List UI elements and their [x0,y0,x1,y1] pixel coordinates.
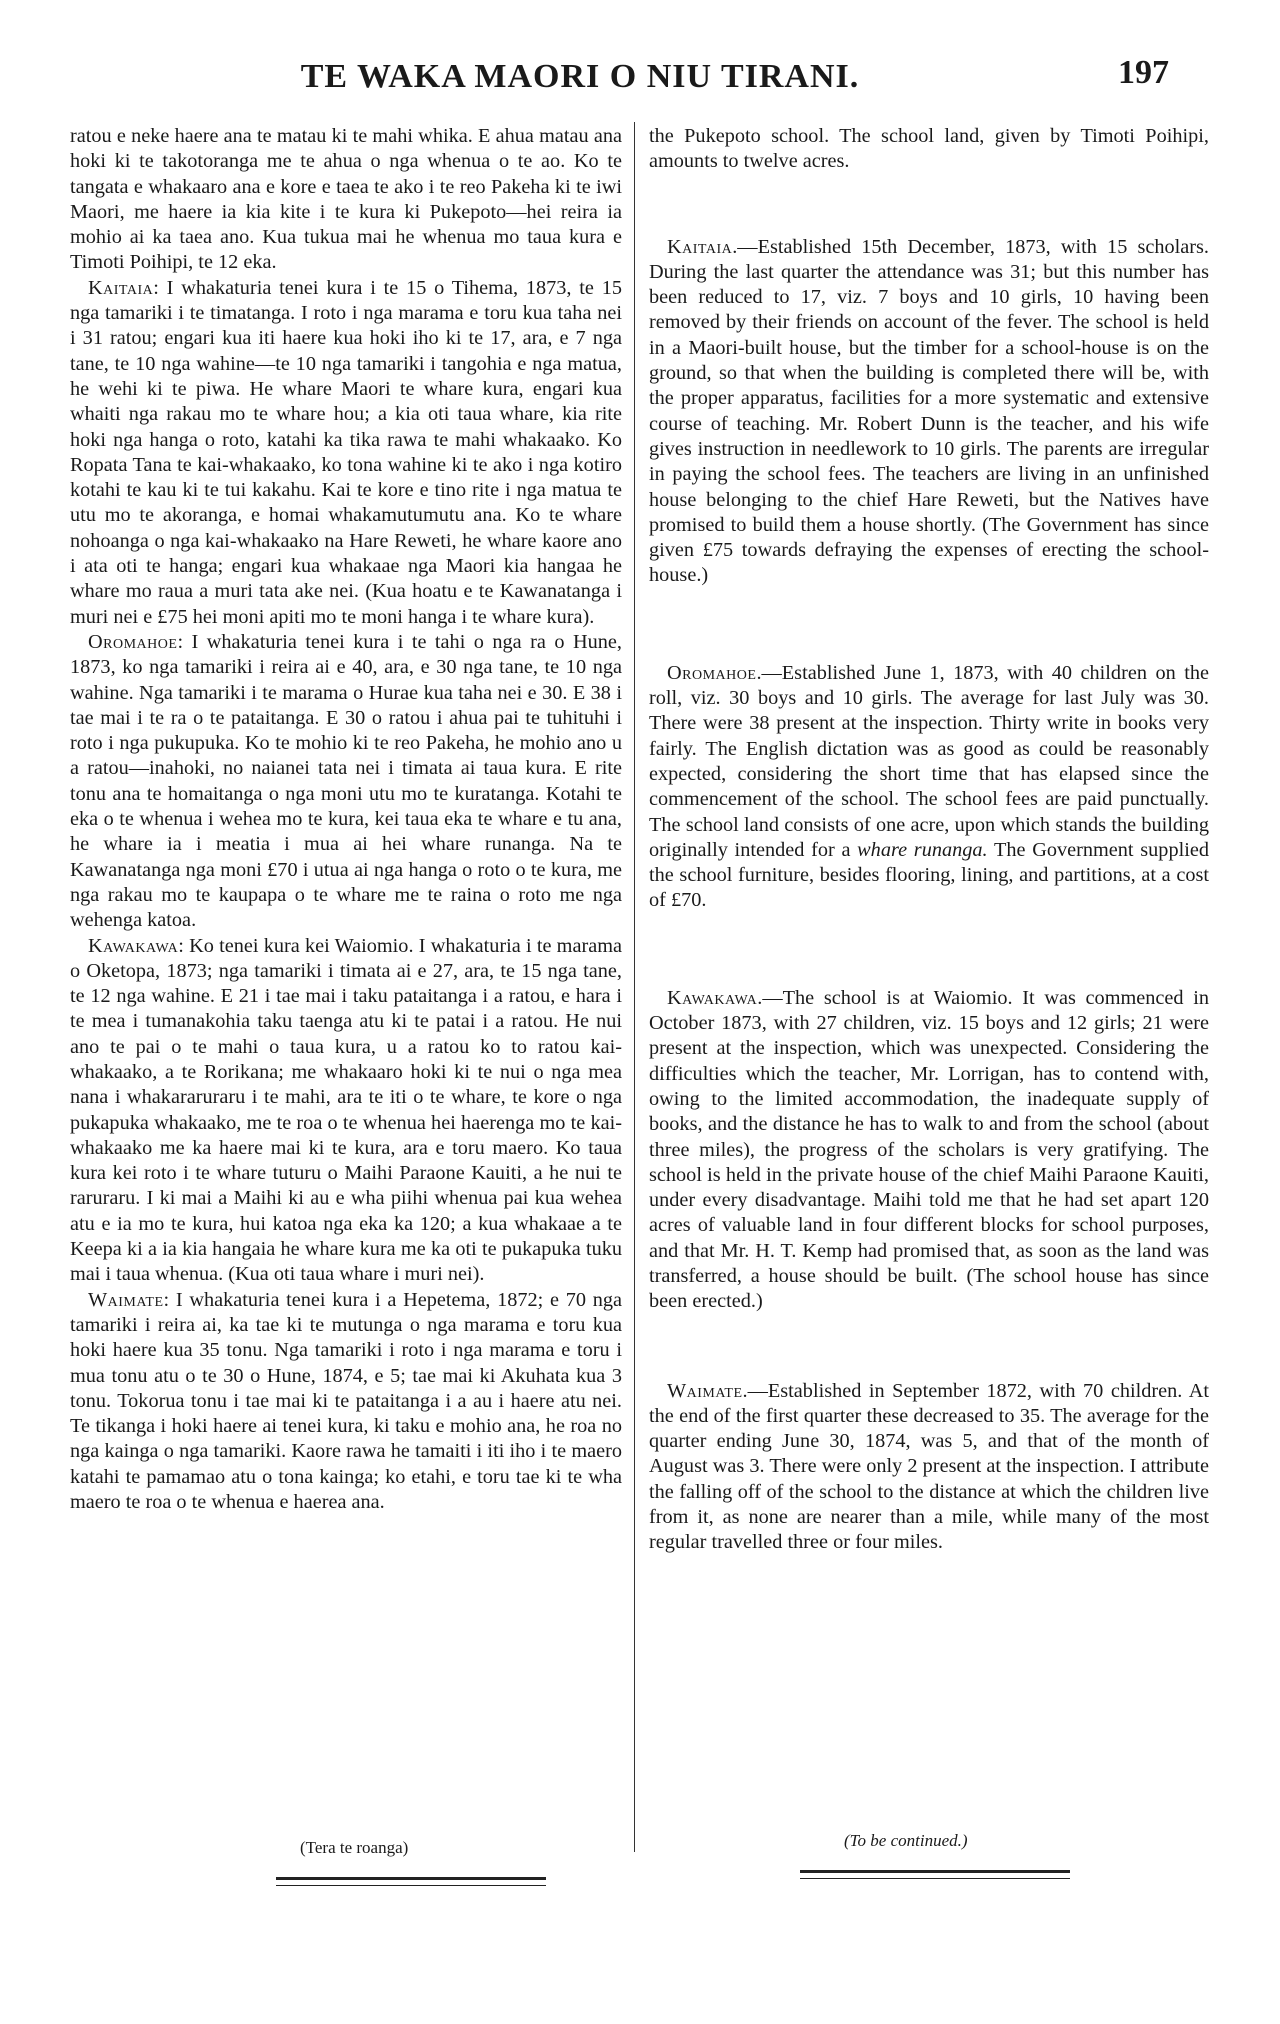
english-kaitaia-paragraph [649,235,1209,589]
english-oromahoe-heading: Oromahoe [667,661,757,684]
english-oromahoe-text-b: The Government supplied the school furniture, besides flooring, lining, and partitions, at a cost of £70. [649,838,1210,912]
page-number: 197 [1118,54,1169,91]
maori-continued-note: (Tera te roanga) [300,1838,409,1857]
footer-rule-left-thin [276,1885,546,1886]
maori-waimate-paragraph [70,1288,622,1516]
maori-intro-paragraph: ratou e neke haere ana te matau ki te mahi whika. E ahua matau ana hoki ki te takotoranga me te ahua o nga whenua o te ao. Ko te tangata e whakaaro ana e kore e taea te ako i te reo Pakeha ki te iwi Maori, me haere ia kia kite i te kura ki Pukepoto—hei reira ia mohio ai ka taea ano. Kua tukua mai he whenua mo taua kura e Timoti Poihipi, te 12 eka. [70,125,622,274]
footer-rule-left [276,1877,546,1880]
english-intro-paragraph: the Pukepoto school. The school land, given by Timoti Poihipi, amounts to twelve acres. [649,125,1209,173]
column-divider [634,122,635,1852]
maori-kaitaia-text: : I whakaturia tenei kura i te 15 o Tihema, 1873, te 15 nga tamariki i te timatanga. I roto i nga marama e toru kua taha nei i 31 ratou; engari kua iti haere kua hoki iho ki te 17, ara, e 7 nga tane, te 10 nga wahine—te 10 nga tamariki i tangohia e nga matua, he wehi ki te piwa. He whare Maori te whare kura, engari kua whaiti nga rakau mo te whare hou; a kia oti taua whare, kia rite hoki nga hanga o roto, katahi ka tika rawa te mahi whakaako. Ko Ropata Tana te kai-whakaako, ko tona wahine ki te ako i nga kotiro kotahi te kau ki te tui kakahu. Kai te kore e tino rite i nga matua te utu mo te akoranga, e homai whakamutumutu ana. Ko te whare nohoanga o nga kai-whakaako na Hare Reweti, he whare kaore ano i ata oti te hanga; engari kua whakaae nga Maori kia hangaa he whare mo raua a muri tata ake nei. (Kua hoatu e te Kawanatanga i muri nei e £75 hei moni apiti mo te moni hanga i te whare kura). [70,276,622,628]
section-gap [649,175,1209,235]
english-waimate-heading: Waimate [667,1379,743,1402]
maori-kaitaia-paragraph [70,276,622,630]
english-column [649,124,1209,1556]
english-continued-note: (To be continued.) [844,1831,968,1850]
english-waimate-paragraph [649,1379,1209,1556]
english-oromahoe-paragraph [649,661,1209,914]
english-kawakawa-text: .—The school is at Waiomio. It was commenced in October 1873, with 27 children, viz. 15 boys and 12 girls; 21 were present at the inspection, which was unexpected. Considering the difficulties which the teacher, Mr. Lorrigan, has to contend with, owing to the limited accommodation, the inadequate supply of books, and the distance he has to walk to and from the school (about three miles), the progress of the scholars is very gratifying. The school is held in the private house of the chief Maihi Paraone Kauiti, under every disadvantage. Maihi told me that he had set apart 120 acres of valuable land in four different blocks for school purposes, and that Mr. H. T. Kemp had promised that, as soon as the land was transferred, a house should be built. (The school house has since been erected.) [649,986,1209,1313]
english-oromahoe-italic: whare runanga. [857,838,988,861]
english-kaitaia-text: .—Established 15th December, 1873, with 15 scholars. During the last quarter the attendance was 31; but this number has been reduced to 17, viz. 7 boys and 10 girls, 10 having been removed by their friends on account of the fever. The school is held in a Maori-built house, but the timber for a school-house is on the ground, so that when the building is completed there will be, with the proper apparatus, facilities for a more systematic and extensive course of teaching. Mr. Robert Dunn is the teacher, and his wife gives instruction in needlework to 10 girls. The parents are irregular in paying the school fees. The teachers are living in an unfinished house belonging to the chief Hare Reweti, but the Natives have promised to build them a house shortly. (The Government has since given £75 towards defraying the expenses of erecting the school-house.) [649,235,1209,587]
page-title: TE WAKA MAORI O NIU TIRANI. [300,58,860,95]
footer-rule-right-thin [800,1878,1070,1879]
english-waimate-text: .—Established in September 1872, with 70 children. At the end of the first quarter these decreased to 35. The average for the quarter ending June 30, 1874, was 5, and that of the month of August was 3. There were only 2 present at the inspection. I attribute the falling off of the school to the distance at which the children live from it, as none are nearer than a mile, while many of the most regular travelled three or four miles. [649,1379,1209,1554]
maori-kawakawa-text: : Ko tenei kura kei Waiomio. I whakaturia i te marama o Oketopa, 1873; nga tamariki i timata ai e 27, ara, te 15 nga tane, te 12 nga wahine. E 21 i tae mai i taku pataitanga i a ratou, e hara i te mea i tumanakohia taku taenga atu ki te patai i a ratou. He nui ano te pai o te mahi o taua kura, u a ratou ko to ratou kai-whakaako, a te Rorikana; me whakaaro hoki ki te nui o nga mea nana i whakararuraru i te mahi, ara te iti o te whare, te kore o nga pukapuka whakaako, me te roa o te whenua hei haerenga mo te kai-whakaako me ka haere mai ki te kura, ara e toru maero. Ko taua kura kei roto i te whare tuturu o Maihi Paraone Kauiti, a he nui te raruraru. I ki mai a Maihi ki au e wha piihi whenua pai kua wehea atu e ia mo te kura, hui katoa nga eka ka 120; a kua whakaae a te Keepa ki a ia kia hangaia he whare kura me ka oti te pukapuka tuku mai i taua whenua. (Kua oti taua whare i muri nei). [70,934,622,1286]
page-header [0,54,1280,108]
section-gap [649,589,1209,661]
section-gap [649,914,1209,986]
english-oromahoe-text-a: .—Established June 1, 1873, with 40 children on the roll, viz. 30 boys and 10 girls. The average for last July was 30. There were 38 present at the inspection. Thirty write in books very fairly. The English dictation was as good as could be reasonably expected, considering the short time that has elapsed since the commencement of the school. The school fees are paid punctually. The school land consists of one acre, upon which stands the building originally intended for a [649,661,1209,861]
maori-kawakawa-heading: Kawakawa [88,934,179,957]
maori-kawakawa-paragraph [70,934,622,1288]
english-kaitaia-heading: Kaitaia [667,235,733,258]
maori-waimate-text: : I whakaturia tenei kura i a Hepetema, 1872; e 70 nga tamariki i reira ai, ka tae ki te mutunga o nga marama e toru kua hoki haere kua 35 tonu. Nga tamariki i roto i nga marama e toru i mua tonu atu o te 30 o Hune, 1874, e 5; tae mai ki Akuhata kua 3 tonu. Tokorua tonu i tae mai ki te pataitanga i a au i haere atu nei. Te tikanga i hoki haere ai tenei kura, ki taku e mohio ana, he roa no nga kainga o nga tamariki. Kaore rawa he tamaiti i iti iho i te maero katahi te pamamao atu o tona kainga; ko etahi, e toru tae ki te wha maero te roa o te whenua e haerea ana. [70,1288,622,1514]
maori-column [70,124,622,1515]
maori-oromahoe-paragraph [70,630,622,934]
maori-kaitaia-heading: Kaitaia [88,276,154,299]
maori-waimate-heading: Waimate [88,1288,164,1311]
english-kawakawa-paragraph [649,986,1209,1315]
footer-rule-right [800,1870,1070,1873]
english-kawakawa-heading: Kawakawa [667,986,758,1009]
maori-oromahoe-text: : I whakaturia tenei kura i te tahi o nga ra o Hune, 1873, ko nga tamariki i reira ai e 40, ara, e 30 nga tane, te 10 nga wahine. Nga tamariki i te marama o Hurae kua taha nei e 30. E 38 i tae mai i te ra o te pataitanga. E 30 o ratou i ahua pai te tuhituhi i roto i nga pukupuka. Ko te mohio ki te reo Pakeha, he mohio ano u a ratou—inahoki, no naianei tata nei i timata ai taua kura. E rite tonu ana te homaitanga o nga moni utu mo te kuratanga. Kotahi te eka o te whenua i wehea mo te kura, kei taua eka te whare e tu ana, he whare ia i meatia i mua ai hei whare runanga. Na te Kawanatanga nga moni £70 i utua ai nga hanga o roto o te kura, me nga rakau mo te kaupapa o te whare me te raina o roto me nga wehenga katoa. [70,630,622,932]
section-gap [649,1315,1209,1379]
maori-oromahoe-heading: Oromahoe [88,630,178,653]
